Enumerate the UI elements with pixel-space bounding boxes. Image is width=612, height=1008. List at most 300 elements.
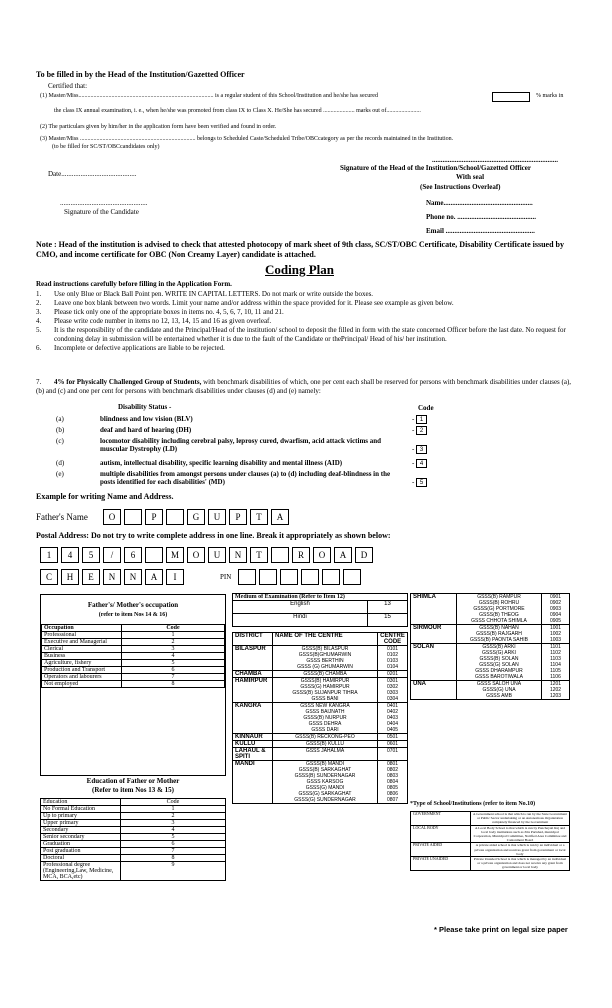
- centre-name: GSSS BAROTIWALA: [475, 674, 523, 680]
- item-2-text: (2) The particulars given by him/her in the application form have been verified and found in order.: [40, 124, 277, 130]
- letter-box[interactable]: A: [145, 569, 163, 585]
- disability-text: blindness and low vision (BLV): [100, 415, 193, 423]
- code-cell: 7: [122, 674, 225, 681]
- letter-box[interactable]: O: [103, 509, 121, 525]
- centre-names: [273, 646, 378, 671]
- centre-code: 0904: [549, 612, 562, 618]
- education-cell: Doctoral: [41, 855, 121, 862]
- centre-code: 1203: [549, 693, 562, 699]
- centre-name: GSSS(G) ARKI: [482, 650, 516, 656]
- letter-box[interactable]: P: [145, 509, 163, 525]
- centre-code: 0301: [386, 678, 399, 684]
- occupation-sub: (refer to item Nos 14 & 16): [98, 612, 168, 618]
- letter-box[interactable]: /: [103, 547, 121, 563]
- disability-key: (e): [56, 470, 64, 478]
- address-line-2: [40, 569, 187, 585]
- centre-code: 0304: [386, 696, 399, 702]
- centre-names: [457, 625, 542, 644]
- district-row: [233, 646, 408, 671]
- instruction-num: 5.: [36, 326, 42, 334]
- centre-code: 1101: [550, 644, 561, 650]
- centre-names: [273, 678, 378, 703]
- disability-code: [412, 415, 427, 424]
- disability-text: multiple disabilities from amongst persons under clauses (a) to (d) including deaf-blindness in the posts identified for each disabilities' (MD): [100, 470, 391, 486]
- centre-code: 1104: [550, 662, 561, 668]
- letter-box[interactable]: [280, 569, 298, 585]
- centre-name: GSSS(G) MANDI: [305, 785, 345, 791]
- district-row: [233, 741, 408, 748]
- centre-code: 0802: [386, 767, 399, 773]
- centre-codes: [378, 646, 408, 671]
- instruction-num: 4.: [36, 317, 42, 325]
- instruction-text: Incomplete or defective applications are liable to be rejected.: [54, 344, 225, 352]
- instr-7-rest: with benchmark disabilities of which, one per cent each shall be reserved for persons with benchmark disabilities under clauses (a), (b) and (c) and one per cent for persons with benchmark disabilities under clauses (d) and (e) namely:: [36, 378, 572, 395]
- table-row: [233, 614, 408, 627]
- pin-boxes: [238, 569, 364, 585]
- footer-note: * Please take print on legal size paper: [434, 925, 568, 934]
- table-row: [42, 653, 225, 660]
- instruction-text: Please write code number in items no 12, 13, 14, 15 and 16 as given overleaf.: [54, 317, 272, 325]
- instruction-7: [36, 378, 576, 396]
- dash: -: [412, 445, 417, 453]
- centre-code: 0803: [386, 773, 399, 779]
- table-row: [41, 841, 226, 848]
- address-line-1: [40, 547, 376, 563]
- school-type-desc: A private aided school is that which is run by an individual or a private organization and receives grant from government or local body: [471, 843, 570, 857]
- letter-box[interactable]: C: [40, 569, 58, 585]
- letter-box[interactable]: [301, 569, 319, 585]
- district-cell: SIRMOUR: [411, 625, 457, 644]
- code-cell: 5: [121, 834, 226, 841]
- centre-name-header: NAME OF THE CENTRE: [273, 633, 378, 646]
- instruction-text: Leave one box blank between two words. Limit your name and/or address within the space provided for it. Please see example as given below.: [54, 299, 454, 307]
- education-cell: Professional degree (Engineering,Law, Medicine, MCA, BCA,etc): [41, 862, 121, 881]
- instruction-item: [36, 317, 576, 326]
- code-box: 2: [416, 426, 427, 435]
- district-row: [233, 703, 408, 734]
- sig-dots: ........................................................................: [432, 156, 558, 164]
- centre-name: GSSS NEW KANGRA: [300, 703, 350, 709]
- instruction-item: [36, 308, 576, 317]
- centre-name: GSSS(B) KULLU: [305, 741, 345, 747]
- occupation-panel: [40, 594, 226, 776]
- centre-name: GSSS(B) MANDI: [305, 761, 345, 767]
- letter-box[interactable]: R: [292, 547, 310, 563]
- table-row: [411, 825, 570, 843]
- centre-code: 0103: [386, 658, 399, 664]
- centre-name: GSSS DARI: [311, 727, 339, 733]
- centre-code: 0805: [386, 785, 399, 791]
- district-cell: SOLAN: [411, 644, 457, 681]
- code-cell: 1: [121, 806, 226, 813]
- centre-name: GSSS(B) PAONTA SAHIB: [470, 637, 528, 643]
- disability-key: (a): [56, 415, 64, 423]
- instruction-item: [36, 299, 576, 308]
- education-cell: Secondary: [41, 827, 121, 834]
- letter-box[interactable]: 4: [61, 547, 79, 563]
- letter-box[interactable]: [238, 569, 256, 585]
- centre-name: GSSS(B) BILASPUR: [301, 646, 349, 652]
- letter-box[interactable]: U: [208, 547, 226, 563]
- centre-name: GSSS(B) NURPUR: [303, 715, 347, 721]
- centre-code: 1105: [550, 668, 561, 674]
- dash: -: [412, 459, 417, 467]
- letter-box[interactable]: 6: [124, 547, 142, 563]
- centre-name: GSSS(B) HAMIRPUR: [300, 678, 350, 684]
- dash: -: [412, 426, 417, 434]
- district-row: [233, 671, 408, 678]
- marks-box[interactable]: [492, 92, 530, 102]
- letter-box[interactable]: 5: [82, 547, 100, 563]
- district-row: [233, 748, 408, 761]
- father-name-boxes: [103, 509, 292, 525]
- centre-code: 0201: [386, 671, 399, 677]
- occupation-cell: Clerical: [42, 646, 122, 653]
- centre-names: [457, 681, 542, 700]
- centre-codes: [378, 678, 408, 703]
- dash: -: [412, 478, 417, 486]
- centre-code: 0701: [386, 748, 399, 754]
- district-cell: HAMIRPUR: [233, 678, 273, 703]
- district-cell: KINNAUR: [233, 734, 273, 741]
- centre-name: GSSS(G) HAMIRPUR: [300, 684, 350, 690]
- centre-name: GSSS BAIJNATH: [305, 709, 345, 715]
- school-type-name: PRIVATE AIDED: [411, 843, 471, 857]
- code-cell: 2: [122, 639, 225, 646]
- table-row: [42, 646, 225, 653]
- occupation-cell: Operators and labourers: [42, 674, 122, 681]
- instr-7-bold: 4% for Physically Challenged Group of Students,: [54, 378, 202, 386]
- disability-code: [412, 478, 427, 487]
- letter-box[interactable]: [166, 509, 184, 525]
- disability-key: (b): [56, 426, 65, 434]
- centre-code: 0804: [386, 779, 399, 785]
- item-1-cont: the class IX annual examination, i. e., when he/she was promoted from class IX to Class X. He/She has secured ..................... marks out of.......................: [54, 108, 421, 114]
- centre-code: 0405: [386, 727, 399, 733]
- centre-codes: [542, 625, 570, 644]
- medium-table: [232, 593, 408, 627]
- table-row: [41, 820, 226, 827]
- instruction-num: 1.: [36, 290, 42, 298]
- item-3-text: (3) Master/Miss ............................................................................. belongs to Scheduled Caste/Scheduled Tribe/OBCcategory as per the records maintained in the Institution.: [40, 136, 454, 142]
- instruction-num: 6.: [36, 344, 42, 352]
- district-cell: LAHAUL & SPITI: [233, 748, 273, 761]
- code-cell: 8: [121, 855, 226, 862]
- letter-box[interactable]: T: [250, 547, 268, 563]
- letter-box[interactable]: [145, 547, 163, 563]
- centre-name: GSSS(B) RAJGARH: [476, 631, 522, 637]
- code-cell: 3: [122, 646, 225, 653]
- letter-box[interactable]: [124, 509, 142, 525]
- centre-code: 0402: [386, 709, 399, 715]
- occupation-title: Father's/ Mother's occupation: [87, 601, 179, 609]
- district-cell: BILASPUR: [233, 646, 273, 671]
- centre-name: GSSS(G) UNA: [482, 687, 516, 693]
- education-cell: Senior secondary: [41, 834, 121, 841]
- occupation-cell: Business: [42, 653, 122, 660]
- district-row: [233, 761, 408, 804]
- centre-code: 0806: [386, 791, 399, 797]
- centre-codes: [378, 741, 408, 748]
- instructions-list: [36, 290, 576, 353]
- letter-box[interactable]: T: [250, 509, 268, 525]
- table-row: [41, 834, 226, 841]
- disability-text: autism, intellectual disability, specific learning disability and mental illness (AID): [100, 459, 343, 467]
- district-row: [233, 678, 408, 703]
- medium-cell: English: [233, 601, 368, 614]
- centre-codes: [542, 594, 570, 625]
- education-table: [40, 798, 226, 881]
- code-cell: 3: [121, 820, 226, 827]
- letter-box[interactable]: N: [103, 569, 121, 585]
- centre-name: GSSS(B) ROHRU: [478, 600, 520, 606]
- centres-right-table: [410, 593, 570, 700]
- letter-box[interactable]: 1: [40, 547, 58, 563]
- district-row: [233, 734, 408, 741]
- code-cell: 5: [122, 660, 225, 667]
- code-cell: 8: [122, 681, 225, 688]
- centre-code: 0401: [386, 703, 399, 709]
- with-seal: With seal: [456, 173, 485, 181]
- district-row: [411, 594, 570, 625]
- code-cell: 6: [122, 667, 225, 674]
- medium-code: 13: [368, 601, 408, 614]
- occupation-cell: Executive and Managerial: [42, 639, 122, 646]
- occupation-cell: Production and Transport: [42, 667, 122, 674]
- centre-code: 0102: [386, 652, 399, 658]
- letter-box[interactable]: A: [334, 547, 352, 563]
- centre-name: GSSS DEHRA: [308, 721, 342, 727]
- code-cell: 6: [121, 841, 226, 848]
- education-sub: (Refer to item Nos 13 & 15): [92, 786, 174, 794]
- see-instructions: (See Instructions Overleaf): [420, 183, 501, 191]
- table-row: [41, 848, 226, 855]
- centre-name: GSSS(B) SUNDERNAGAR: [294, 773, 356, 779]
- letter-box[interactable]: P: [229, 509, 247, 525]
- centre-code: 0501: [386, 734, 399, 740]
- medium-code: 15: [368, 614, 408, 627]
- letter-box[interactable]: U: [208, 509, 226, 525]
- school-type-desc: A Local Body School is that which is run by Panchayati Raj and local body institutions such as Zila Parishad, municipal Corporation, Municipal Committee, Notified Area Committee and Cantonment Board: [471, 825, 570, 843]
- centre-name: GSSS(B) NAHAN: [479, 625, 519, 631]
- letter-box[interactable]: O: [187, 547, 205, 563]
- letter-box[interactable]: O: [313, 547, 331, 563]
- occupation-cell: Agriculture, fishery: [42, 660, 122, 667]
- table-row: [41, 862, 226, 881]
- centre-code: 0801: [386, 761, 399, 767]
- code-header: Code: [418, 404, 434, 412]
- centre-names: [457, 644, 542, 681]
- table-row: [42, 632, 225, 639]
- centre-name: GSSS(G) SUNDERNAGAR: [294, 797, 356, 803]
- centre-name: GSSS JAHALMA: [305, 748, 345, 754]
- table-row: [42, 674, 225, 681]
- medium-title: Medium of Examination (Refer to Item 12): [233, 594, 408, 601]
- date-field: Date...........................................: [48, 170, 137, 178]
- education-cell: Post graduation: [41, 848, 121, 855]
- centre-names: [273, 761, 378, 804]
- centre-codes: [378, 761, 408, 804]
- centre-code: 0302: [386, 684, 399, 690]
- centre-code: 0807: [386, 797, 399, 803]
- centre-code: 0601: [386, 741, 399, 747]
- table-row: [41, 855, 226, 862]
- table-row: [41, 813, 226, 820]
- centre-name: GSSS(B)GHUMARWIN: [298, 652, 352, 658]
- edu-h1: Education: [41, 799, 121, 806]
- district-cell: KANGRA: [233, 703, 273, 734]
- centre-code: 1002: [549, 631, 562, 637]
- centre-code: 0404: [386, 721, 399, 727]
- centre-codes: [378, 734, 408, 741]
- school-type-desc: A Government school is that which is run by the State Government or Public Sector undertaking or an Autonomous Organization completely financed by the Government: [471, 812, 570, 826]
- centre-code: 0403: [386, 715, 399, 721]
- centre-code: 0104: [386, 664, 399, 670]
- letter-box[interactable]: N: [124, 569, 142, 585]
- table-row: [41, 827, 226, 834]
- letter-box[interactable]: [259, 569, 277, 585]
- centres-left-table: [232, 632, 408, 804]
- centre-code: 0901: [549, 594, 562, 600]
- instruction-item: [36, 290, 576, 299]
- district-header: DISTRICT: [233, 633, 273, 646]
- table-row: [42, 639, 225, 646]
- centre-codes: [542, 644, 570, 681]
- disability-code: [412, 426, 427, 435]
- school-type-table: [410, 811, 570, 871]
- education-cell: No Formal Education: [41, 806, 121, 813]
- education-cell: Graduation: [41, 841, 121, 848]
- email-field: Email ...................................................: [426, 227, 535, 235]
- table-row: [411, 812, 570, 826]
- note-text: Note : Head of the institution is advised to check that attested photocopy of mark sheet of 9th class, SC/ST/OBC Certificate, Disability Certificate issued by CMO, and income certificate for OBC (Non Creamy Layer) candidate is attached.: [36, 240, 564, 259]
- code-cell: 2: [121, 813, 226, 820]
- item-3-note: (to be filled for SC/ST/OBCcandidates only): [52, 144, 160, 150]
- centre-name: GSSS(G) SOLAN: [479, 662, 519, 668]
- code-box: 4: [416, 459, 427, 468]
- centre-name: GSSS KARSOG: [306, 779, 344, 785]
- pin-label: PIN: [220, 573, 232, 581]
- code-cell: 1: [122, 632, 225, 639]
- district-row: [411, 681, 570, 700]
- centre-names: [273, 741, 378, 748]
- code-cell: 4: [121, 827, 226, 834]
- centre-code: 1102: [550, 650, 561, 656]
- code-box: 5: [416, 478, 427, 487]
- dash: -: [412, 415, 417, 423]
- medium-cell: Hindi: [233, 614, 368, 627]
- centre-name: GSSS(G) SARKAGHAT: [298, 791, 352, 797]
- centre-code: 1003: [549, 637, 562, 643]
- letter-box[interactable]: E: [82, 569, 100, 585]
- instruction-text: Please tick only one of the appropriate boxes in items no. 4, 5, 6, 7, 10, 11 and 21.: [54, 308, 284, 316]
- father-name-label: Father's Name: [36, 512, 88, 522]
- centre-code: 0902: [549, 600, 562, 606]
- code-cell: 4: [122, 653, 225, 660]
- centre-code: 1202: [549, 687, 562, 693]
- centre-name: GSSS(G) PORTMORE: [473, 606, 525, 612]
- centre-code: 0903: [549, 606, 562, 612]
- district-row: [411, 625, 570, 644]
- letter-box[interactable]: I: [166, 569, 184, 585]
- school-type-name: PRIVATE UNAIDED: [411, 857, 471, 871]
- centre-name: GSSS(B) CHAMBA: [303, 671, 347, 677]
- instruction-num: 2.: [36, 299, 42, 307]
- district-cell: UNA: [411, 681, 457, 700]
- coding-plan-title: Coding Plan: [265, 262, 334, 277]
- table-row: [411, 843, 570, 857]
- table-row: [41, 806, 226, 813]
- centre-name: GSSS(B) ARKI: [482, 644, 516, 650]
- disability-key: (c): [56, 437, 64, 445]
- letter-box[interactable]: N: [229, 547, 247, 563]
- letter-box[interactable]: [271, 547, 289, 563]
- centre-code: 1103: [550, 656, 561, 662]
- table-row: [42, 681, 225, 688]
- letter-box[interactable]: [322, 569, 340, 585]
- cand-sig-label: Signature of the Candidate: [64, 208, 139, 216]
- cand-dots: ..................................................: [60, 199, 148, 207]
- disability-status-label: Disability Status -: [118, 403, 172, 411]
- letter-box[interactable]: D: [355, 547, 373, 563]
- code-box: 1: [416, 415, 427, 424]
- disability-text: locomotor disability including cerebral palsy, leprosy cured, dwarfism, acid attack victims and muscular Dystrophy (LD): [100, 437, 382, 453]
- centre-names: [273, 748, 378, 761]
- occupation-cell: Professsional: [42, 632, 122, 639]
- centre-name: GSSS(B) SUJANPUR TIHRA: [292, 690, 358, 696]
- letter-box[interactable]: G: [187, 509, 205, 525]
- centre-names: [273, 703, 378, 734]
- district-cell: CHAMBA: [233, 671, 273, 678]
- centre-names: [273, 671, 378, 678]
- centre-code: 1106: [550, 674, 561, 680]
- centre-codes: [378, 703, 408, 734]
- table-row: [42, 667, 225, 674]
- letter-box[interactable]: A: [271, 509, 289, 525]
- school-type-name: LOCAL BODY: [411, 825, 471, 843]
- education-cell: Upper primary: [41, 820, 121, 827]
- centre-name: GSSS(B) SARKAGHAT: [298, 767, 352, 773]
- centre-name: GSSS(B) THEOG: [479, 612, 519, 618]
- instruction-item: [36, 344, 576, 353]
- letter-box[interactable]: M: [166, 547, 184, 563]
- section-title: To be filled in by the Head of the Institution/Gazetted Officer: [36, 70, 245, 79]
- disability-code: [412, 459, 427, 468]
- table-row: [411, 857, 570, 871]
- centre-name: GSSS (G) GHUMARWIN: [297, 664, 353, 670]
- code-cell: 9: [121, 862, 226, 881]
- postal-heading: Postal Address: Do not try to write complete address in one line. Break it appropriately as shown below:: [36, 531, 391, 540]
- instruction-text: It is the responsibility of the candidate and the Principal/Head of the institution/ school to deposit the filled in form with the state concerned Officer before the last date. No request for condoning delay in submission will be entertained whether it is due to the fault of the Candidate or thePrincipal/ Head of his/ her institution.: [54, 326, 566, 343]
- school-type-name: GOVERNMENT: [411, 812, 471, 826]
- instr-7-num: 7.: [36, 378, 42, 386]
- letter-box[interactable]: [343, 569, 361, 585]
- marks-pct-text: % marks in: [536, 93, 564, 99]
- centre-codes: [378, 671, 408, 678]
- letter-box[interactable]: H: [61, 569, 79, 585]
- edu-h2: Code: [121, 799, 226, 806]
- centre-name: GSSS BERTHIN: [306, 658, 344, 664]
- certified-text: Certified that:: [48, 82, 88, 90]
- education-cell: Up to primary: [41, 813, 121, 820]
- centre-name: GSSS(B) RAMPUR: [477, 594, 521, 600]
- read-instructions: Read instructions carefully before filling in the Application Form.: [36, 280, 232, 288]
- table-row: [42, 660, 225, 667]
- example-heading: Example for writing Name and Address.: [36, 492, 174, 501]
- school-type-desc: Private Unaided School is that which is managed by an individual or a private organization and does not receive any grant from government or local body: [471, 857, 570, 871]
- district-cell: SHIMLA: [411, 594, 457, 625]
- centre-code: 0905: [549, 618, 562, 624]
